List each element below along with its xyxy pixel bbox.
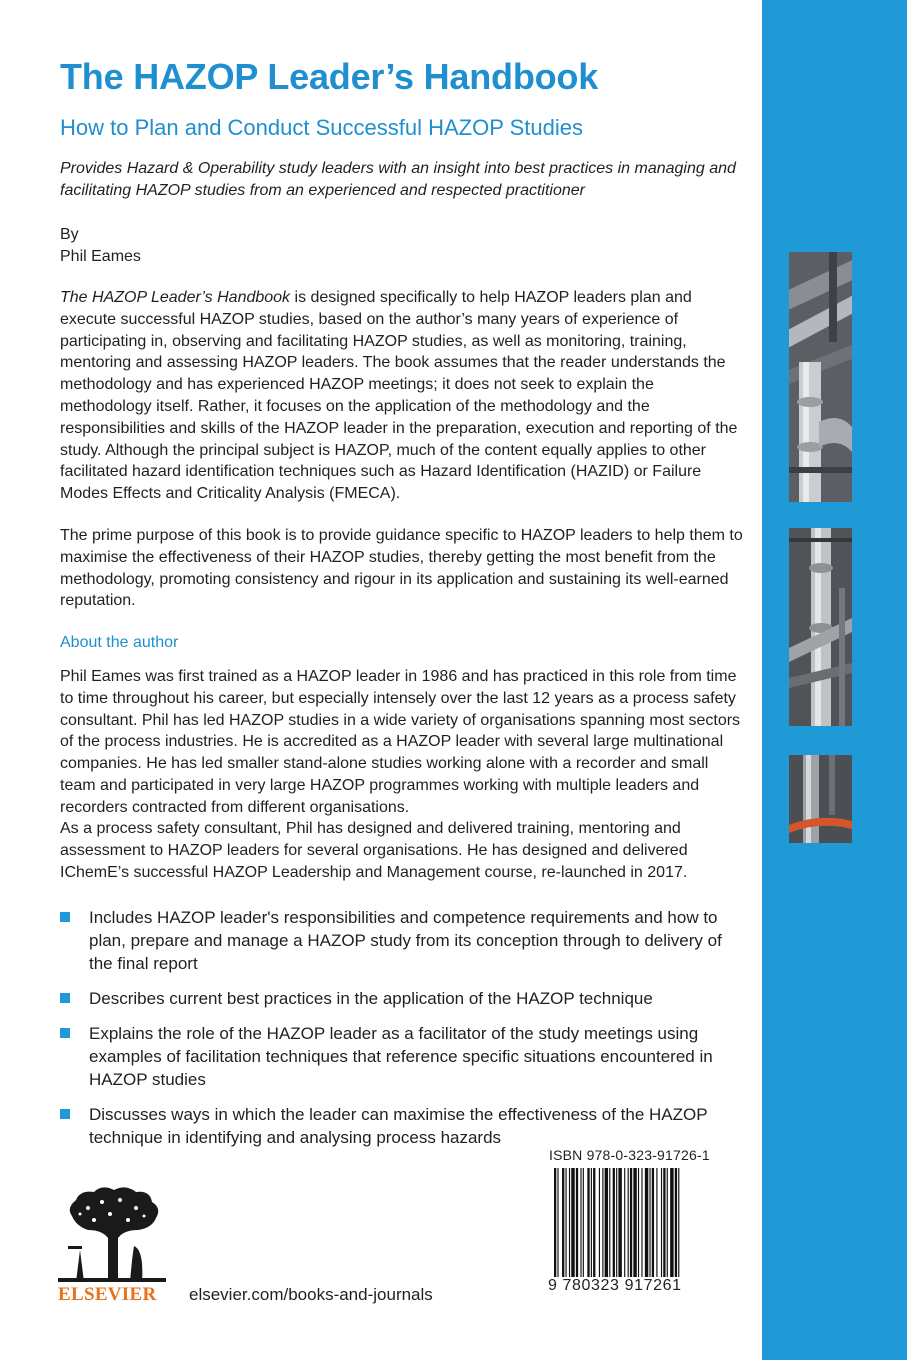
book-tagline: Provides Hazard & Operability study leaders with an insight into best practices in managing and facilitating HAZOP studies from an experienced and respected practitioner (60, 160, 736, 199)
publisher-name: ELSEVIER (58, 1284, 157, 1305)
feature-bullet-text: Includes HAZOP leader's responsibilities and competence requirements and how to plan, prepare and manage a HAZOP study from its conception through to delivery of the final report (89, 908, 722, 973)
isbn-barcode (548, 1168, 724, 1284)
barcode-bar (613, 1168, 615, 1284)
barcode-bar (678, 1168, 679, 1284)
barcode-bar (670, 1168, 673, 1284)
barcode-bar (641, 1168, 642, 1284)
author-bio-paragraph-2: As a process safety consultant, Phil has designed and delivered training, mentoring and assessment to HAZOP leaders for several organisations. He has designed and delivered IChemE’s successful HAZOP Leadership and Management course, re-launched in 2017. (60, 820, 688, 881)
square-bullet-icon (60, 1109, 70, 1119)
barcode-bar (609, 1168, 610, 1284)
feature-bullet (60, 1103, 750, 1149)
barcode-bar (576, 1168, 578, 1284)
barcode-bar (583, 1168, 584, 1284)
barcode-bar (562, 1168, 564, 1284)
elsevier-tree-logo-icon (58, 1186, 166, 1282)
feature-bullet-text: Discusses ways in which the leader can maximise the effectiveness of the HAZOP technique in identifying and analysing process hazards (89, 1105, 708, 1147)
barcode-bar (554, 1168, 556, 1284)
barcode-bar (649, 1168, 650, 1284)
barcode-bar (599, 1168, 600, 1284)
description-lead-title: The HAZOP Leader’s Handbook (60, 289, 291, 306)
barcode-bar (587, 1168, 589, 1284)
barcode-bar (675, 1168, 677, 1284)
barcode-bar (593, 1168, 595, 1284)
publisher-url[interactable]: elsevier.com/books-and-journals (189, 1285, 433, 1304)
barcode-bar (618, 1168, 621, 1284)
industrial-pipes-photo-1 (789, 252, 852, 502)
barcode-bar (628, 1168, 629, 1284)
barcode-bar (602, 1168, 603, 1284)
feature-bullet-text: Describes current best practices in the application of the HAZOP technique (89, 989, 653, 1008)
author-name: Phil Eames (60, 248, 141, 265)
barcode-bar (605, 1168, 608, 1284)
barcode-bar (616, 1168, 617, 1284)
description-paragraph-1 (60, 287, 746, 505)
feature-bullet (60, 906, 750, 975)
feature-bullet (60, 1022, 750, 1091)
square-bullet-icon (60, 993, 70, 1003)
barcode-digits: 9 780323 917261 (548, 1277, 726, 1295)
byline (60, 224, 141, 268)
feature-bullet (60, 987, 750, 1010)
barcode-bar (571, 1168, 574, 1284)
by-label: By (60, 226, 79, 243)
feature-bullet-list (60, 906, 750, 1161)
industrial-pipes-photo-3 (789, 755, 852, 843)
square-bullet-icon (60, 912, 70, 922)
barcode-bar (633, 1168, 636, 1284)
author-bio-paragraph-1: Phil Eames was first trained as a HAZOP leader in 1986 and has practiced in this role from time to time throughout his career, but especially intensely over the last 12 years as a process safety consultant. Phil has led HAZOP studies in a wide variety of organisations spanning most sectors of the process industries. He is accredited as a HAZOP leader with several large multinational companies. He has led smaller stand-alone studies working alone with a recorder and small team and participated in very large HAZOP programmes working with multiple leaders and recorders contracted from different organisations. (60, 668, 741, 816)
barcode-bar (569, 1168, 570, 1284)
barcode-bar (667, 1168, 668, 1284)
barcode-bar (624, 1168, 625, 1284)
about-author-heading: About the author (60, 634, 179, 651)
book-title: The HAZOP Leader’s Handbook (60, 56, 599, 97)
barcode-bar (580, 1168, 581, 1284)
book-subtitle: How to Plan and Conduct Successful HAZOP Studies (60, 115, 583, 140)
barcode-bar (557, 1168, 558, 1284)
barcode-bar (566, 1168, 567, 1284)
barcode-bar (656, 1168, 657, 1284)
isbn-label: ISBN 978-0-323-91726-1 (549, 1147, 710, 1163)
barcode-bar (638, 1168, 639, 1284)
barcode-bar (645, 1168, 648, 1284)
barcode-bar (591, 1168, 592, 1284)
barcode-bar (652, 1168, 654, 1284)
description-paragraph-2: The prime purpose of this book is to provide guidance specific to HAZOP leaders to help them to maximise the effectiveness of their HAZOP studies, thereby getting the most benefit from the methodology, promoting consistency and rigour in its application and sustaining its well-earned reputation. (60, 527, 743, 610)
feature-bullet-text: Explains the role of the HAZOP leader as a facilitator of the study meetings using examples of facilitation techniques that reference specific situations encountered in HAZOP studies (89, 1024, 713, 1089)
barcode-bar (630, 1168, 632, 1284)
industrial-pipes-photo-2 (789, 528, 852, 726)
barcode-bar (663, 1168, 665, 1284)
description-paragraph-1-text: is designed specifically to help HAZOP leaders plan and execute successful HAZOP studies, based on the author’s many years of experience of participating in, observing and facilitating HAZOP studies, as well as monitoring, training, mentoring and assessing HAZOP leaders. The book assumes that the reader understands the methodology and has experienced HAZOP meetings; it does not seek to explain the methodology itself. Rather, it focuses on the application of the methodology and the responsibilities and skills of the HAZOP leader in the preparation, execution and reporting of the study. Although the principal subject is HAZOP, much of the content equally applies to other facilitated hazard identification techniques such as Hazard Identification (HAZID) or Failure Modes Effects and Criticality Analysis (FMECA). (60, 289, 738, 503)
barcode-bar (661, 1168, 662, 1284)
square-bullet-icon (60, 1028, 70, 1038)
